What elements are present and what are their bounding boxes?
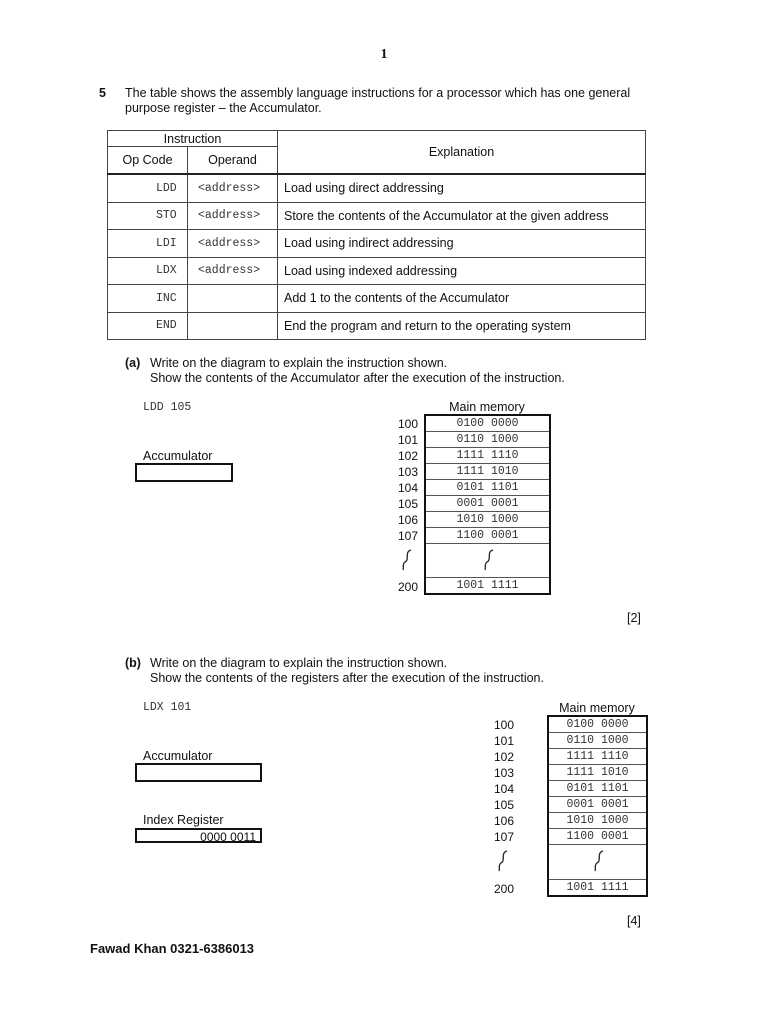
explanation-cell: Add 1 to the contents of the Accumulator (278, 285, 646, 313)
header-explanation: Explanation (278, 131, 646, 175)
operand-cell (188, 285, 278, 313)
part-a-marks: [2] (627, 611, 641, 625)
table-row (108, 285, 646, 313)
table-row (108, 230, 646, 258)
explanation-cell: Load using indirect addressing (278, 230, 646, 258)
memory-cell: 1001 1111 (426, 577, 549, 594)
header-opcode: Op Code (108, 147, 188, 175)
explanation-cell: Store the contents of the Accumulator at the given address (278, 202, 646, 230)
memory-cell: 1111 1110 (426, 448, 549, 464)
part-a-main-memory (424, 414, 551, 595)
explanation-cell: Load using direct addressing (278, 174, 646, 202)
table-row (108, 174, 646, 202)
memory-address: 102 (493, 750, 514, 764)
memory-cell: 0110 1000 (549, 733, 646, 749)
part-b-instruction: LDX 101 (143, 701, 192, 714)
memory-cell: 0101 1101 (549, 781, 646, 797)
memory-cell: 1111 1110 (549, 749, 646, 765)
operand-cell (188, 312, 278, 340)
memory-cell: 0001 0001 (426, 496, 549, 512)
question-text: The table shows the assembly language instructions for a processor which has one general purpose register – the Accumulator. (125, 86, 631, 115)
part-b-index-register-box[interactable]: 0000 0011 (135, 828, 262, 843)
header-operand: Operand (188, 147, 278, 175)
memory-address: 103 (493, 766, 514, 780)
memory-address: 200 (397, 580, 418, 594)
break-squiggle-icon (496, 849, 510, 873)
memory-address: 100 (493, 718, 514, 732)
memory-address: 200 (493, 882, 514, 896)
footer-author: Fawad Khan 0321-6386013 (90, 941, 255, 956)
memory-address: 105 (493, 798, 514, 812)
memory-address: 106 (397, 513, 418, 527)
part-a-instruction: LDD 105 (143, 401, 192, 414)
memory-cell: 0101 1101 (426, 480, 549, 496)
part-b-accumulator-label: Accumulator (143, 749, 213, 763)
opcode-cell: LDI (108, 230, 188, 258)
memory-cell: 0001 0001 (549, 797, 646, 813)
opcode-cell: INC (108, 285, 188, 313)
part-b-label: (b) (125, 656, 141, 670)
part-b-index-label: Index Register (143, 813, 224, 827)
memory-cell: 1111 1010 (549, 765, 646, 781)
part-b-accumulator-box[interactable] (135, 763, 262, 782)
memory-address: 102 (397, 449, 418, 463)
header-instruction: Instruction (108, 131, 278, 147)
memory-cell: 1100 0001 (426, 528, 549, 544)
memory-address: 101 (397, 433, 418, 447)
operand-cell: <address> (188, 202, 278, 230)
memory-cell: 1111 1010 (426, 464, 549, 480)
part-b-memory-title: Main memory (559, 701, 635, 715)
page-number: 1 (380, 47, 388, 62)
table-row (108, 312, 646, 340)
opcode-cell: END (108, 312, 188, 340)
operand-cell: <address> (188, 257, 278, 285)
part-b-main-memory (547, 715, 648, 897)
break-squiggle-icon (592, 849, 606, 873)
operand-cell: <address> (188, 174, 278, 202)
memory-address: 104 (493, 782, 514, 796)
part-b-line2: Show the contents of the registers after the execution of the instruction. (150, 671, 544, 685)
memory-cell: 0110 1000 (426, 432, 549, 448)
part-a-line2: Show the contents of the Accumulator after the execution of the instruction. (150, 371, 565, 385)
memory-address: 104 (397, 481, 418, 495)
explanation-cell: End the program and return to the operating system (278, 312, 646, 340)
memory-cell: 1010 1000 (549, 813, 646, 829)
memory-address: 100 (397, 417, 418, 431)
memory-address: 107 (397, 529, 418, 543)
explanation-cell: Load using indexed addressing (278, 257, 646, 285)
part-a-memory-title: Main memory (449, 400, 525, 414)
memory-cell: 0100 0000 (426, 416, 549, 432)
memory-cell: 0100 0000 (549, 717, 646, 733)
table-row (108, 202, 646, 230)
break-squiggle-icon (400, 548, 414, 572)
instruction-table (107, 130, 646, 340)
question-number: 5 (99, 86, 106, 100)
part-a-accumulator-label: Accumulator (143, 449, 213, 463)
opcode-cell: STO (108, 202, 188, 230)
opcode-cell: LDD (108, 174, 188, 202)
operand-cell: <address> (188, 230, 278, 258)
part-b-marks: [4] (627, 914, 641, 928)
memory-cell: 1010 1000 (426, 512, 549, 528)
part-a-line1: Write on the diagram to explain the instruction shown. (150, 356, 448, 370)
part-b-line1: Write on the diagram to explain the instruction shown. (150, 656, 448, 670)
memory-address: 106 (493, 814, 514, 828)
break-squiggle-icon (482, 548, 496, 572)
part-a-label: (a) (125, 356, 141, 370)
memory-address: 107 (493, 830, 514, 844)
memory-cell: 1001 1111 (549, 879, 646, 896)
memory-address: 103 (397, 465, 418, 479)
memory-cell: 1100 0001 (549, 829, 646, 845)
table-row (108, 257, 646, 285)
opcode-cell: LDX (108, 257, 188, 285)
memory-address: 105 (397, 497, 418, 511)
part-a-accumulator-box[interactable] (135, 463, 233, 482)
memory-address: 101 (493, 734, 514, 748)
